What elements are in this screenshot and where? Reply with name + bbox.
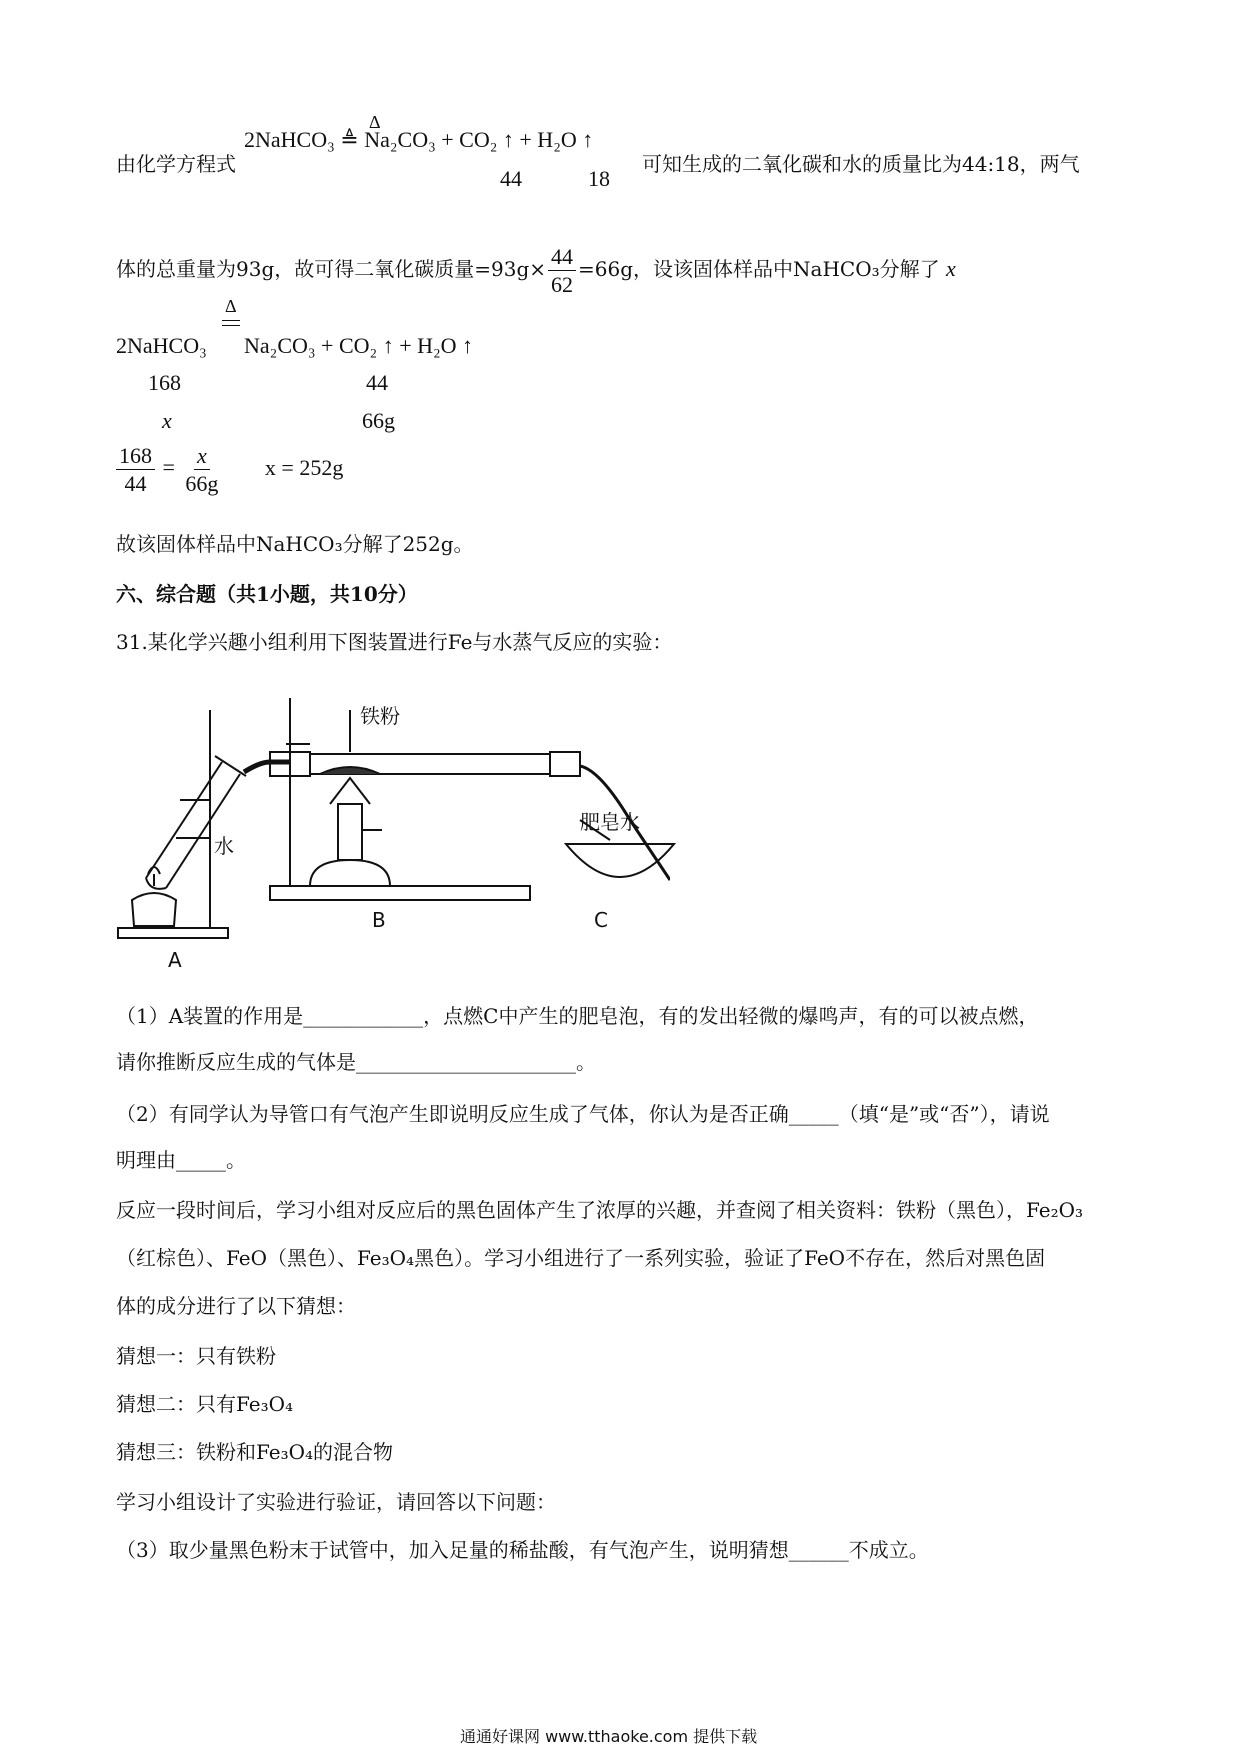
- fraction-right-top: x: [194, 444, 210, 470]
- alcohol-lamp-a: [132, 893, 176, 926]
- fraction-denominator: 62: [551, 272, 574, 298]
- equal-bar-2: [222, 325, 240, 326]
- fraction-left: [116, 444, 155, 495]
- footer-source: 通通好课网 www.tthaoke.com 提供下载: [460, 1727, 758, 1746]
- delta-symbol-2: Δ: [225, 296, 237, 316]
- burner-b-tube: [338, 804, 362, 860]
- label-water: 水: [214, 834, 234, 858]
- variable-x: x: [945, 256, 956, 282]
- total-mass-text: 体的总重量为93g，故可得二氧化碳质量=93g×: [116, 257, 547, 282]
- total-mass-line: [116, 245, 956, 296]
- paragraph-line-2: （红棕色）、FeO（黑色）、Fe₃O₄黑色）。学习小组进行了一系列实验，验证了FeO不存在，然后对黑色固: [116, 1246, 1046, 1270]
- mass-h2o: 18: [588, 166, 610, 191]
- connector-ab: [244, 762, 290, 772]
- question-3: （3）取少量黑色粉末于试管中，加入足量的稀盐酸，有气泡产生，说明猜想______不成立。: [116, 1538, 929, 1562]
- mass-co2: 44: [500, 166, 522, 191]
- reactant: 2NaHCO₃: [116, 333, 207, 358]
- equation-intro-text: 由化学方程式: [116, 152, 236, 176]
- test-tube-end: [146, 878, 166, 889]
- result: x = 252g: [264, 454, 344, 480]
- guess-2: 猜想二：只有Fe₃O₄: [116, 1392, 294, 1416]
- label-apparatus-b: B: [372, 908, 386, 932]
- mass-ratio-text: 可知生成的二氧化碳和水的质量比为44:18，两气: [642, 152, 1080, 176]
- label-soap-water: 肥皂水: [580, 810, 640, 834]
- burner-b-base: [310, 860, 390, 886]
- fraction-right: [182, 444, 221, 495]
- co2-mass-text: =66g，设该固体样品中NaHCO₃分解了: [578, 257, 940, 282]
- delta-symbol: Δ: [369, 112, 381, 132]
- label-iron-powder: 铁粉: [360, 704, 400, 728]
- question-intro: 31.某化学兴趣小组利用下图装置进行Fe与水蒸气反应的实验：: [116, 630, 673, 654]
- paragraph-line-3: 体的成分进行了以下猜想：: [116, 1294, 356, 1318]
- fraction-right-bottom: 66g: [185, 471, 219, 497]
- guess-3: 猜想三：铁粉和Fe₃O₄的混合物: [116, 1440, 394, 1464]
- equal-bar-1: [222, 320, 240, 321]
- question-2-line-1: （2）有同学认为导管口有气泡产生即说明反应生成了气体，你认为是否正确_____（填“是”或“否”），请说: [116, 1102, 1050, 1126]
- co2-66g: 66g: [362, 408, 395, 433]
- soap-dish: [560, 830, 680, 890]
- iron-powder: [320, 767, 380, 774]
- flame-b: [330, 778, 370, 804]
- question-1-line-2: 请你推断反应生成的气体是______________________。: [116, 1050, 596, 1074]
- conclusion: 故该固体样品中NaHCO₃分解了252g。: [116, 532, 474, 556]
- label-apparatus-a: A: [168, 948, 182, 972]
- ratio-fraction: [548, 245, 576, 296]
- stand-b-base: [270, 886, 530, 900]
- soap-dish-svg: [560, 830, 680, 890]
- question-2-line-2: 明理由_____。: [116, 1148, 246, 1172]
- design-text: 学习小组设计了实验进行验证，请回答以下问题：: [116, 1490, 556, 1514]
- fraction-numerator: 44: [548, 245, 576, 271]
- section-title: 六、综合题（共1小题，共10分）: [116, 582, 418, 606]
- question-1-line-1: （1）A装置的作用是____________，点燃C中产生的肥皂泡，有的发出轻微的爆鸣声，有的可以被点燃，: [116, 1004, 1039, 1028]
- equals-sign: =: [162, 454, 175, 480]
- guess-1: 猜想一：只有铁粉: [116, 1344, 276, 1368]
- label-apparatus-c: C: [594, 908, 608, 932]
- mass-nahco3: 168: [148, 370, 181, 395]
- fraction-left-bottom: 44: [124, 471, 147, 497]
- products: Na₂CO₃ + CO₂ ↑ + H₂O ↑: [244, 333, 474, 358]
- paragraph-line-1: 反应一段时间后，学习小组对反应后的黑色固体产生了浓厚的兴趣，并查阅了相关资料：铁粉（黑色），Fe₂O₃: [116, 1198, 1084, 1222]
- stand-a-base: [118, 928, 228, 938]
- fraction-left-top: 168: [116, 444, 155, 470]
- tube-b-right-cap: [550, 752, 580, 776]
- mass-co2-2: 44: [366, 370, 388, 395]
- dish-bowl: [566, 844, 674, 877]
- unknown-x: x: [162, 408, 172, 433]
- decomposition-equation: 2NaHCO₃ ≜ Na₂CO₃ + CO₂ ↑ + H₂O ↑: [244, 127, 594, 152]
- proportion-line: [114, 444, 343, 495]
